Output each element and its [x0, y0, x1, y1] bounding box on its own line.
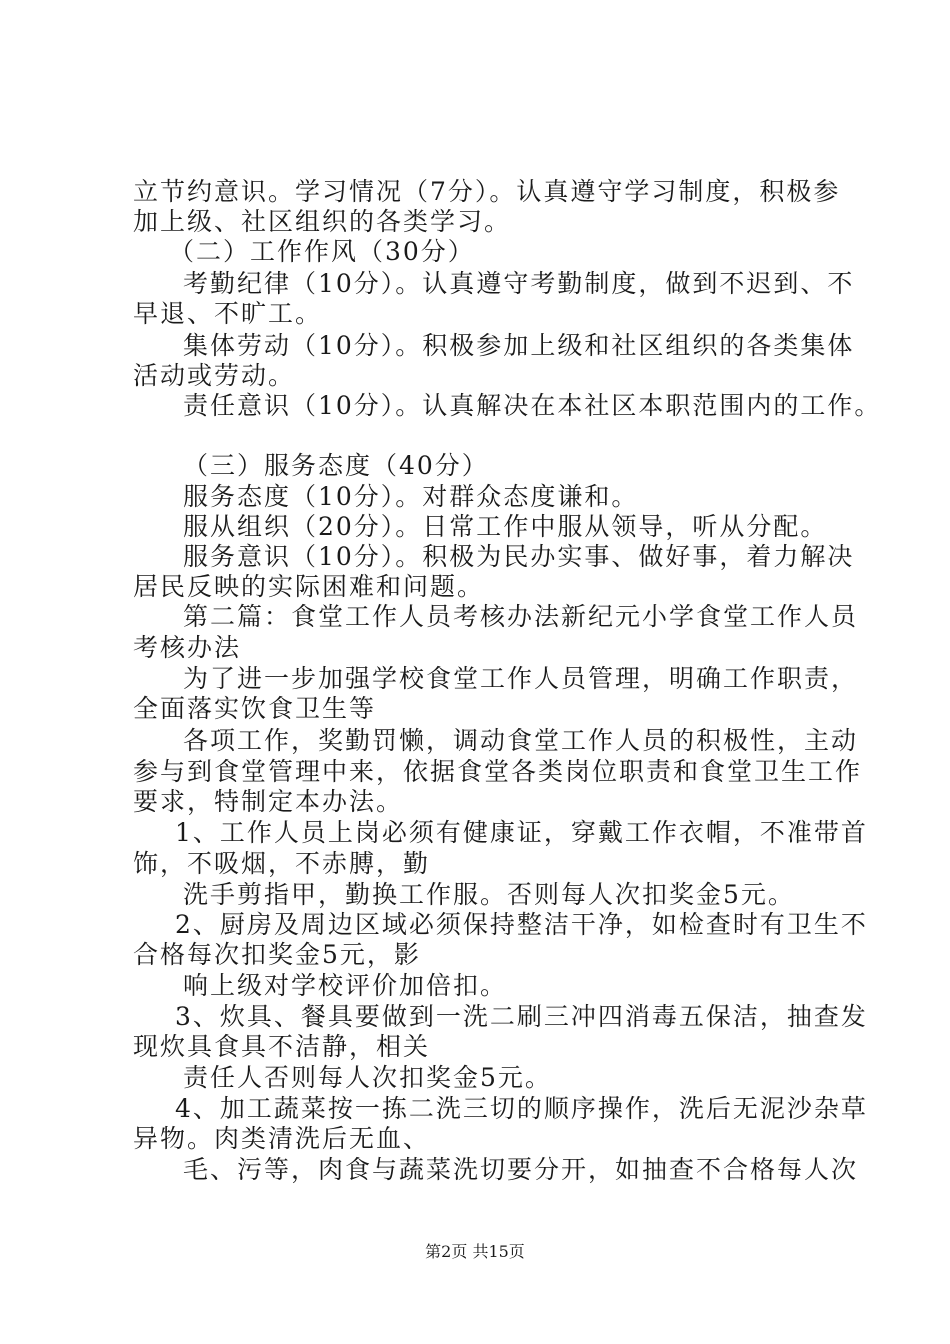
section-heading: （三）服务态度（40分） [183, 451, 489, 480]
text-line: 洗手剪指甲，勤换工作服。否则每人次扣奖金5元。 [183, 880, 795, 909]
text-line: 活动或劳动。 [133, 361, 296, 390]
text-line: 居民反映的实际困难和问题。 [133, 572, 485, 601]
list-item: 2、厨房及周边区域必须保持整洁干净，如检查时有卫生不 [175, 910, 868, 939]
list-item: 1、工作人员上岗必须有健康证，穿戴工作衣帽，不准带首 [175, 818, 868, 847]
text-line: 毛、污等，肉食与蔬菜洗切要分开，如抽查不合格每人次 [183, 1155, 859, 1184]
text-line: 响上级对学校评价加倍扣。 [183, 971, 508, 1000]
section-heading: （二）工作作风（30分） [169, 237, 475, 266]
text-line: 为了进一步加强学校食堂工作人员管理，明确工作职责， [183, 664, 859, 693]
text-line: 责任人否则每人次扣奖金5元。 [183, 1063, 552, 1092]
text-line: 服务态度（10分）。对群众态度谦和。 [183, 482, 639, 511]
text-line: 服从组织（20分）。日常工作中服从领导，听从分配。 [183, 512, 828, 541]
text-line: 异物。肉类清洗后无血、 [133, 1124, 431, 1153]
text-line: 集体劳动（10分）。积极参加上级和社区组织的各类集体 [183, 331, 855, 360]
text-line: 合格每次扣奖金5元，影 [133, 940, 421, 969]
text-line: 早退、不旷工。 [133, 299, 323, 328]
text-line: 加上级、社区组织的各类学习。 [133, 207, 512, 236]
chapter-heading: 第二篇：食堂工作人员考核办法新纪元小学食堂工作人员 [183, 602, 859, 631]
text-line: 服务意识（10分）。积极为民办实事、做好事，着力解决 [183, 542, 855, 571]
text-line: 考勤纪律（10分）。认真遵守考勤制度，做到不迟到、不 [183, 269, 855, 298]
text-line: 各项工作，奖勤罚懒，调动食堂工作人员的积极性，主动 [183, 726, 859, 755]
text-line: 要求，特制定本办法。 [133, 787, 404, 816]
list-item: 4、加工蔬菜按一拣二洗三切的顺序操作，洗后无泥沙杂草 [175, 1094, 868, 1123]
chapter-heading: 考核办法 [133, 633, 242, 662]
text-line: 全面落实饮食卫生等 [133, 694, 377, 723]
text-line: 立节约意识。学习情况（7分）。认真遵守学习制度，积极参 [133, 177, 841, 206]
text-line: 参与到食堂管理中来，依据食堂各类岗位职责和食堂卫生工作 [133, 757, 863, 786]
text-line: 饰，不吸烟，不赤膊，勤 [133, 849, 431, 878]
list-item: 3、炊具、餐具要做到一洗二刷三冲四消毒五保洁，抽查发 [175, 1002, 868, 1031]
page-footer: 第2页 共15页 [425, 1242, 525, 1261]
text-line: 现炊具食具不洁静，相关 [133, 1032, 431, 1061]
text-line: 责任意识（10分）。认真解决在本社区本职范围内的工作。 [183, 391, 882, 420]
